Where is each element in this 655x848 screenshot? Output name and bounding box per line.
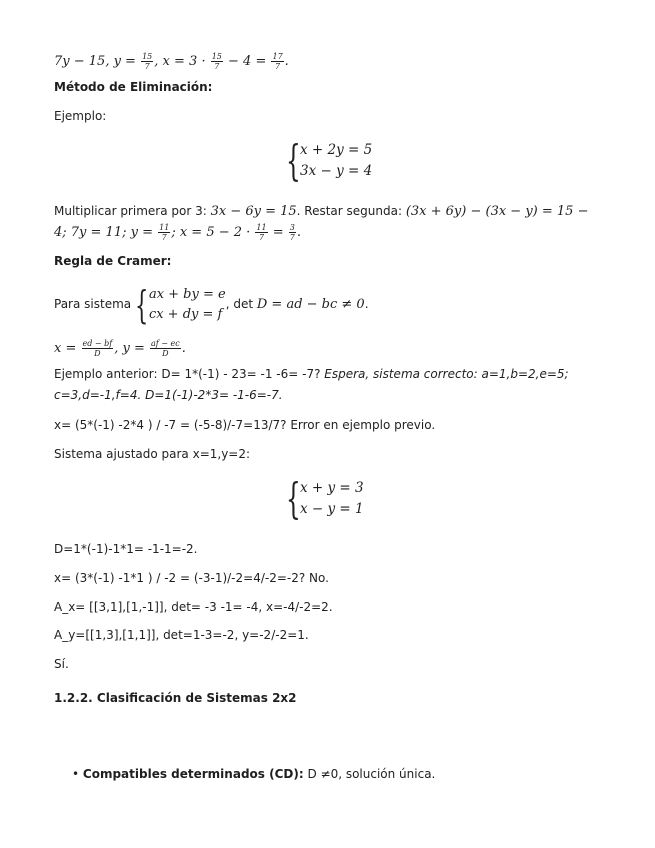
frac-den: 7	[144, 62, 150, 71]
classification-heading: 1.2.2. Clasificación de Sistemas 2x2	[54, 691, 297, 705]
y-eq: , y =	[114, 341, 150, 356]
si-line: Sí.	[54, 657, 69, 671]
frac-den: 7	[289, 233, 295, 242]
frac-num: 17	[272, 52, 283, 61]
punct: .	[181, 341, 186, 356]
ax-calc-line: A_x= [[3,1],[1,-1]], det= -3 -1= -4, x=-4/-2=2.	[54, 600, 333, 614]
step-math: 4; 7y = 11; y =	[54, 225, 158, 240]
top-equation-line	[54, 52, 289, 71]
top-eq-seg4: .	[284, 54, 289, 69]
cramer-system	[134, 282, 226, 327]
top-frac-2	[211, 52, 223, 71]
bullet-term: Compatibles determinados (CD):	[82, 767, 304, 781]
cramer-formula-line	[54, 339, 186, 358]
x-calc-line: x= (5*(-1) -2*4 ) / -7 = (-5-8)/-7=13/7? Error en ejemplo previo.	[54, 418, 436, 432]
frac-num: ed − bf	[82, 339, 113, 348]
bullet-description: D ≠0, solución única.	[303, 767, 436, 781]
step-math: =	[268, 225, 288, 240]
d-calc-line: D=1*(-1)-1*1= -1-1=-2.	[54, 542, 198, 556]
frac-den: 7	[214, 62, 220, 71]
system-row: x + y = 3	[300, 480, 364, 496]
step-math: ; x = 5 − 2 ·	[171, 225, 255, 240]
frac-den: 7	[275, 62, 281, 71]
equation-system-2	[286, 474, 364, 523]
step-frac-3	[289, 223, 296, 242]
x-eq: x =	[54, 341, 81, 356]
prev-example-text: Ejemplo anterior: D= 1*(-1) - 23= -1 -6= -7?	[54, 367, 325, 381]
frac-den: 7	[258, 233, 265, 242]
cramer-heading: Regla de Cramer:	[54, 254, 172, 268]
top-eq-seg2: , x = 3 ·	[154, 54, 210, 69]
prev-example-line2: c=3,d=-1,f=4. D=1(-1)-2*3= -1-6=-7.	[54, 388, 283, 402]
top-eq-seg1: 7y − 15, y =	[54, 54, 141, 69]
step-math: 3x − 6y = 15	[210, 204, 297, 219]
classification-bullet	[72, 767, 435, 781]
step-text: . Restar segunda:	[296, 204, 406, 218]
adjusted-system-label: Sistema ajustado para x=1,y=2:	[54, 447, 251, 461]
top-eq-seg3: − 4 =	[223, 54, 271, 69]
prev-example-line1	[54, 366, 569, 382]
system-row: x + 2y = 5	[300, 142, 373, 158]
frac-num: af − ec	[151, 339, 180, 348]
left-brace: {	[286, 474, 301, 523]
elimination-step-line2	[54, 223, 301, 242]
step-math: (3x + 6y) − (3x − y) = 15 −	[405, 204, 589, 219]
top-frac-1	[141, 52, 153, 71]
x-calc2-line: x= (3*(-1) -1*1 ) / -2 = (-3-1)/-2=4/-2=-2? No.	[54, 571, 329, 585]
top-frac-3	[271, 52, 283, 71]
elimination-step-line1	[54, 203, 588, 220]
frac-num: 11	[256, 223, 267, 232]
left-brace: {	[134, 282, 149, 327]
det-label: , det	[225, 297, 257, 311]
example-label: Ejemplo:	[54, 109, 107, 123]
bullet-marker: •	[72, 767, 80, 781]
prev-example-italic: Espera, sistema correcto: a=1,b=2,e=5;	[324, 367, 569, 381]
equation-system-1	[286, 136, 373, 185]
system-row: x − y = 1	[300, 501, 364, 517]
step-math: .	[296, 225, 302, 240]
ay-calc-line: A_y=[[1,3],[1,1]], det=1-3=-2, y=-2/-2=1.	[54, 628, 309, 642]
punct: .	[364, 297, 369, 311]
frac-den: D	[94, 349, 101, 358]
step-text: Multiplicar primera por 3:	[54, 204, 211, 218]
frac-num: 15	[142, 52, 153, 61]
system-row: cx + dy = f	[148, 306, 223, 322]
system-row: 3x − y = 4	[300, 163, 373, 179]
step-frac-1	[158, 223, 170, 242]
frac-num: 15	[211, 52, 222, 61]
elimination-heading: Método de Eliminación:	[54, 80, 213, 94]
frac-num: 3	[289, 223, 295, 232]
cramer-intro: Para sistema	[54, 297, 135, 311]
frac-den: 7	[161, 233, 167, 242]
cramer-system-line	[54, 284, 369, 325]
frac-num: 11	[159, 223, 170, 232]
x-frac	[82, 339, 114, 358]
frac-den: D	[162, 349, 169, 358]
det-formula: D = ad − bc ≠ 0	[256, 297, 365, 312]
y-frac	[150, 339, 181, 358]
system-row: ax + by = e	[148, 286, 226, 302]
left-brace: {	[286, 136, 301, 185]
step-frac-2	[255, 223, 267, 242]
